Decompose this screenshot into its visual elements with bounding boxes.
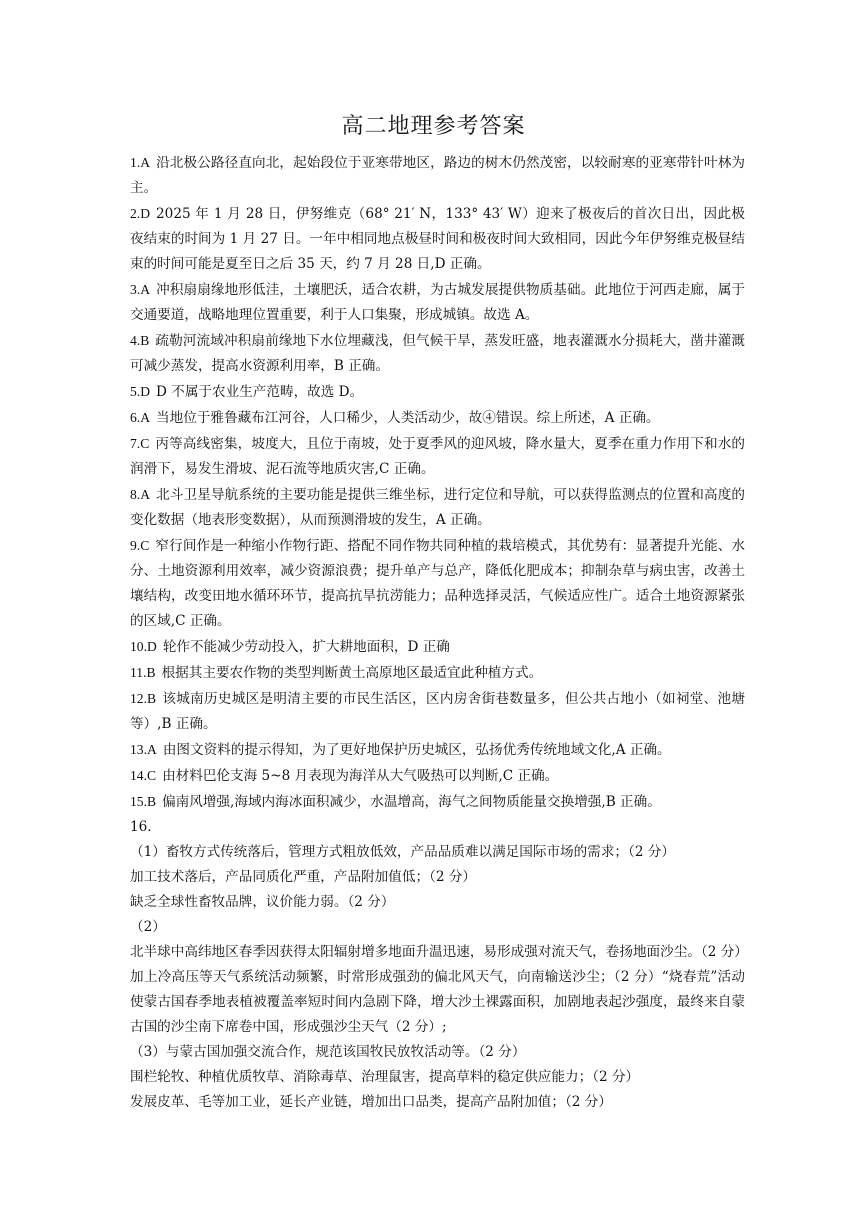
answer-text: 窄行间作是一种缩小作物行距、搭配不同作物共同种植的栽培模式，其优势有：显著提升光能、水分、土地资源利用效率，减少资源浪费；提升单产与总产，降低化肥成本；抑制杂草与病虫害，改善土壤结构，改变田地水循环环节，提高抗旱抗涝能力；品种选择灵活，气候适应性广。适合土地资源紧张的区域,C 正确。 <box>130 538 745 629</box>
answer-text: 偏南风增强,海域内海冰面积减少，水温增高，海气之间物质能量交换增强,B 正确。 <box>162 794 661 810</box>
answer-text: 由材料巴伦支海 5~8 月表现为海洋从大气吸热可以判断,C 正确。 <box>162 768 559 784</box>
question-16-line: （2） <box>130 919 166 935</box>
answer-text: 北斗卫星导航系统的主要功能是提供三维坐标，进行定位和导航，可以获得监测点的位置和高度的变化数据（地表形变数据），从而预测滑坡的发生，A 正确。 <box>130 487 745 528</box>
answer-item <box>130 431 745 482</box>
answer-text: 该城南历史城区是明清主要的市民生活区，区内房舍街巷数量多，但公共占地小（如祠堂、池塘等）,B 正确。 <box>130 691 745 732</box>
question-16-line: （1）畜牧方式传统落后，管理方式粗放低效，产品品质难以满足国际市场的需求；（2 分） <box>130 844 675 860</box>
answer-number: 8.A <box>130 487 151 502</box>
question-16-line: （3）与蒙古国加强交流合作，规范该国牧民放牧活动等。（2 分） <box>130 1044 526 1060</box>
answer-number: 12.B <box>130 691 157 706</box>
answer-item <box>130 379 745 405</box>
answer-text: 轮作不能减少劳动投入，扩大耕地面积，D 正确 <box>162 639 450 655</box>
answer-item <box>130 634 745 660</box>
answer-item <box>130 763 745 789</box>
answer-item <box>130 686 745 737</box>
answer-item <box>130 201 745 277</box>
answer-text: 疏勒河流域冲积扇前缘地下水位埋藏浅，但气候干旱，蒸发旺盛，地表灌溉水分损耗大，凿井灌溉可减少蒸发，提高水资源利用率，B 正确。 <box>130 333 745 374</box>
question-16-line: 加上冷高压等天气系统活动频繁，时常形成强劲的偏北风天气，向南输送沙尘；（2 分）“烧春荒”活动使蒙古国春季地表植被覆盖率短时间内急剧下降，增大沙土裸露面积，加剧地表起沙强度，最终来自蒙古国的沙尘南下席卷中国，形成强沙尘天气（2 分）; <box>130 969 745 1035</box>
question-16-lines <box>130 840 748 1115</box>
answer-number: 6.A <box>130 410 151 425</box>
page-title: 高二地理参考答案 <box>341 114 526 139</box>
answer-number: 13.A <box>130 742 157 757</box>
answer-number: 3.A <box>130 282 151 297</box>
answer-item <box>130 277 745 328</box>
answer-item <box>130 405 745 431</box>
question-16-number: 16. <box>130 819 152 835</box>
answer-text: 2025 年 1 月 28 日，伊努维克（68° 21′ N，133° 43′ W）迎来了极夜后的首次日出，因此极夜结束的时间为 1 月 27 日。一年中相同地点极昼时间和极夜时间大致相同，因此今年伊努维克极昼结束的时间可能是夏至日之后 35 天，约 7 月 28 日,D 正确。 <box>130 206 745 272</box>
question-16-answer <box>130 815 748 1115</box>
answer-text: 沿北极公路径直向北，起始段位于亚寒带地区，路边的树木仍然茂密，以较耐寒的亚寒带针叶林为主。 <box>130 155 745 196</box>
answer-number: 1.A <box>130 155 151 170</box>
answer-number: 10.D <box>130 639 157 654</box>
answer-item <box>130 328 745 379</box>
answer-text: 丙等高线密集，坡度大，且位于南坡，处于夏季风的迎风坡，降水量大，夏季在重力作用下和水的润滑下，易发生滑坡、泥石流等地质灾害,C 正确。 <box>130 436 745 477</box>
question-16-line: 发展皮革、毛等加工业，延长产业链，增加出口品类，提高产品附加值；（2 分） <box>130 1094 612 1110</box>
answer-text: D 不属于农业生产范畴，故选 D。 <box>156 384 364 400</box>
answer-text: 根据其主要农作物的类型判断黄土高原地区最适宜此种植方式。 <box>161 665 543 681</box>
question-16-line: 加工技术落后，产品同质化严重，产品附加值低；（2 分） <box>130 869 477 885</box>
question-16-line: 缺乏全球性畜牧品牌，议价能力弱。（2 分） <box>130 894 395 910</box>
answer-item <box>130 533 745 634</box>
answer-number: 9.C <box>130 538 150 553</box>
answer-list <box>130 150 745 815</box>
answer-text: 冲积扇扇缘地形低洼，土壤肥沃，适合农耕，为古城发展提供物质基础。此地位于河西走廊，属于交通要道，战略地理位置重要，利于人口集聚，形成城镇。故选 A。 <box>130 282 745 323</box>
question-16-line: 围栏轮牧、种植优质牧草、消除毒草、治理鼠害，提高草料的稳定供应能力；（2 分） <box>130 1069 640 1085</box>
answer-number: 4.B <box>130 333 150 348</box>
answer-item <box>130 789 745 815</box>
question-16-line: 北半球中高纬地区春季因获得太阳辐射增多地面升温迅速，易形成强对流天气，卷扬地面沙尘。（2 分） <box>130 944 748 960</box>
answer-number: 14.C <box>130 768 157 783</box>
answer-text: 由图文资料的提示得知，为了更好地保护历史城区，弘扬优秀传统地域文化,A 正确。 <box>162 742 671 758</box>
answer-number: 2.D <box>130 206 151 221</box>
answer-number: 7.C <box>130 436 150 451</box>
answer-number: 5.D <box>130 384 151 399</box>
answer-content <box>130 150 748 1115</box>
answer-item <box>130 737 745 763</box>
answer-item <box>130 482 745 533</box>
answer-number: 15.B <box>130 794 157 809</box>
answer-item <box>130 150 745 201</box>
answer-number: 11.B <box>130 665 156 680</box>
answer-item <box>130 660 745 686</box>
answer-text: 当地位于雅鲁藏布江河谷，人口稀少，人类活动少，故④错误。综上所述，A 正确。 <box>156 410 660 426</box>
